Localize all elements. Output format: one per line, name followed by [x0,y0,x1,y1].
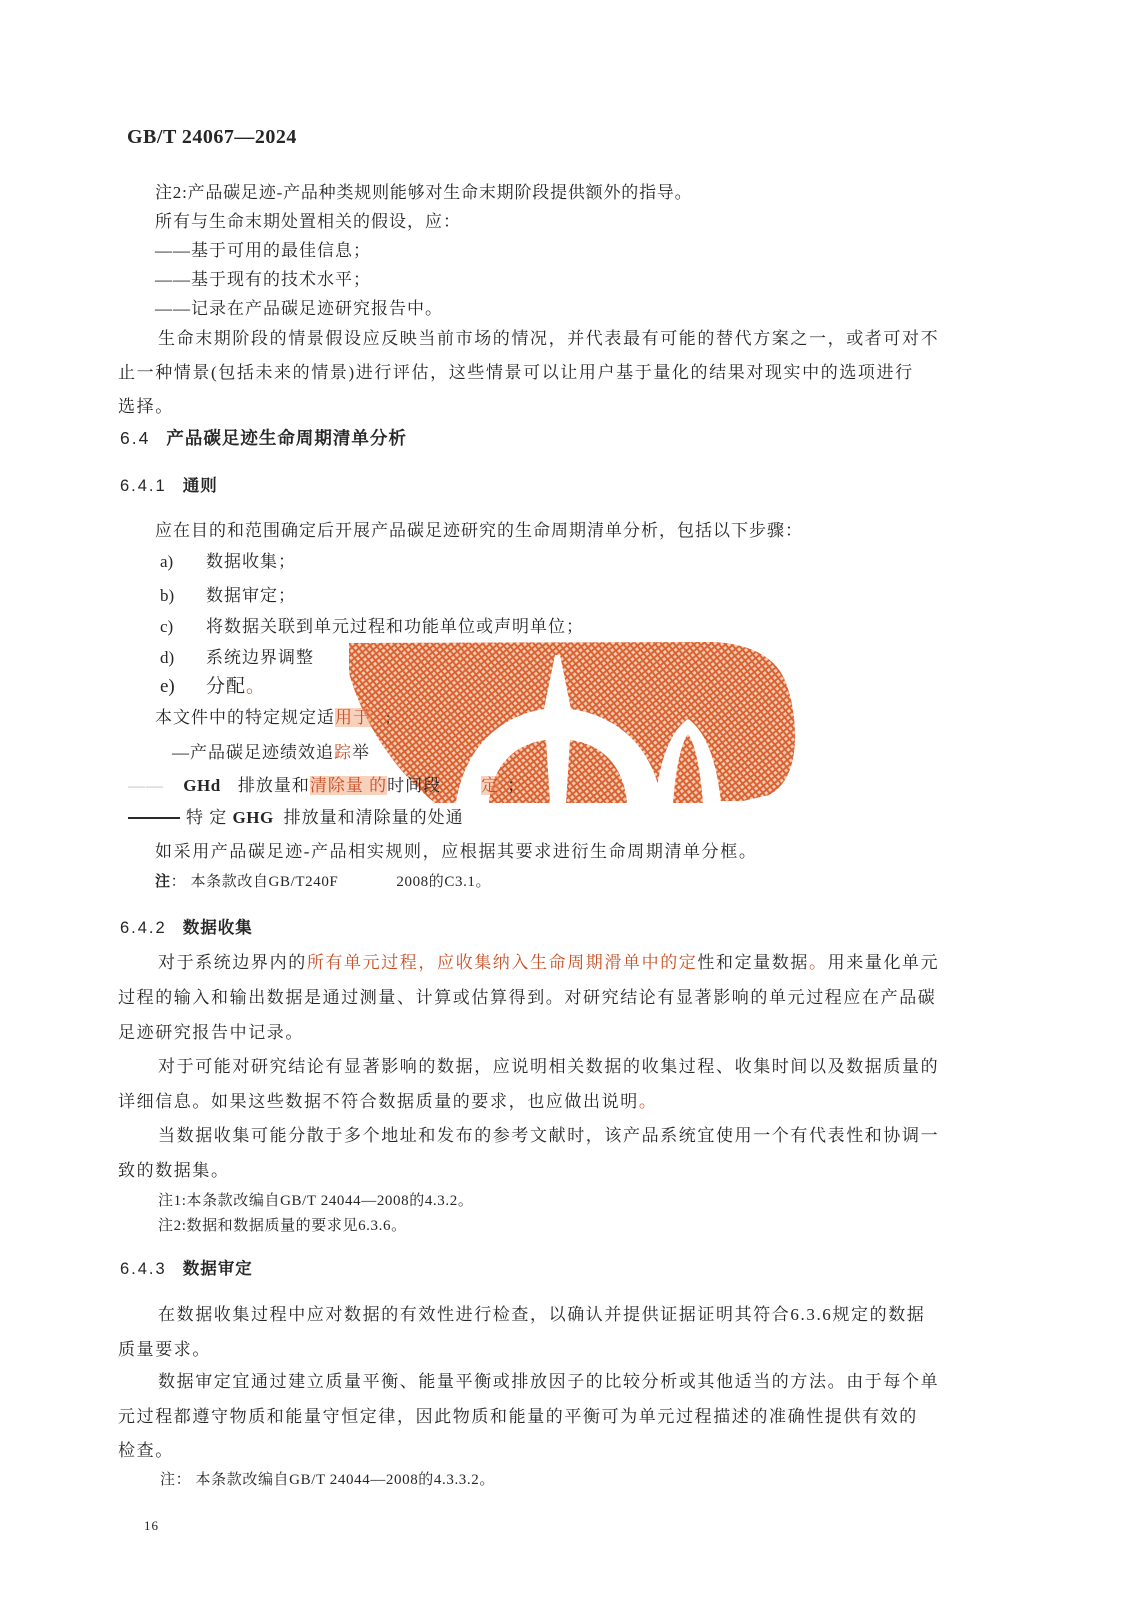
intro-paragraph-line1: 生命末期阶段的情景假设应反映当前市场的情况，并代表最有可能的替代方案之一，或者可对不 [158,329,940,348]
section-6-4-2-heading [120,914,253,938]
list-text-b: 数据审定； [206,586,296,605]
note-6-4-3: 注： 本条款改编自GB/T 24044—2008的4.3.3.2。 [160,1472,495,1488]
ghg-code: GHG [232,808,274,827]
intro-paragraph-line3: 选择。 [118,397,174,416]
section-6-4-1-heading [120,472,218,496]
lci-lead-sentence: 应在目的和范围确定后开展产品碳足迹研究的生命周期清单分析，包括以下步骤： [155,521,803,540]
list-text-a: 数据收集； [206,552,296,571]
tracking-pre: 产品碳足迹绩效追 [190,743,334,762]
list-marker-c: c) [160,617,174,636]
section-6-4-2-number: 6.4.2 [120,919,167,937]
list-marker-b: b) [160,586,175,605]
tracking-line [172,738,370,763]
s642-p1-line1 [158,948,939,973]
section-6-4-2-title: 数据收集 [182,919,253,937]
applies-red: 用于 [335,708,371,727]
list-text-e: 分配 [206,676,247,697]
ghd-red2: 量 的 [345,776,388,795]
standard-code-header: GB/T 24067—2024 [127,126,297,148]
ghd-red3: 定 [481,776,500,795]
ghg-line [128,803,464,828]
pcr-sentence: 如采用产品碳足迹-产品相实规则，应根据其要求进衍生命周期清单分框。 [155,842,758,861]
assumption-lead: 所有与生命末期处置相关的假设，应： [155,212,461,231]
s642-p2-pre: 详细信息。如果这些数据不符合数据质量的要求，也应做出说明 [118,1092,639,1111]
section-6-4-3-heading [120,1255,253,1279]
section-6-4-3-number: 6.4.3 [120,1260,167,1278]
s642-p1-pre: 对于系统边界内的 [158,953,307,972]
ghg-rest: 排放量和清除量的处通 [283,808,464,827]
ghd-t2: 时间段 [387,776,442,795]
section-6-4-1-title: 通则 [182,477,218,495]
s642-p1-mid: 性和定量数据 [697,953,810,972]
s643-p2-line3: 检查。 [118,1441,174,1460]
dash-item-tech-level: ——基于现有的技术水平； [155,270,371,289]
dash-item-record-report: ——记录在产品碳足迹研究报告中。 [155,299,443,318]
list-item-c [160,612,584,637]
ghd-red1: 清除 [309,776,346,795]
tracking-tail: 举 [352,743,370,762]
dash-item-best-info: ——基于可用的最佳信息； [155,241,371,260]
s643-p1-line1: 在数据收集过程中应对数据的有效性进行检查，以确认并提供证据证明其符合6.3.6规定的数据 [158,1305,926,1324]
s643-p2-line2: 元过程都遵守物质和能量守恒定律，因此物质和能量的平衡可为单元过程描述的准确性提供有效的 [118,1407,918,1426]
note-6-4-1-t1: ： 本条款改自GB/T240F [170,874,339,890]
tracking-red: 踪 [334,743,352,762]
ghd-code: GHd [183,776,221,795]
list-item-d [160,643,314,668]
s643-p2-line1: 数据审定宜通过建立质量平衡、能量平衡或排放因子的比较分析或其他适当的方法。由于每个单 [158,1372,940,1391]
page-number: 16 [144,1518,159,1533]
ghg-pre: 特 定 [186,808,233,827]
list-item-b [160,581,296,606]
s642-p2-line2 [118,1087,657,1112]
applies-tail: ； [385,711,400,726]
s642-p1-line2: 过程的输入和输出数据是通过测量、计算或估算得到。对研究结论有显著影响的单元过程应在产品碳 [118,988,937,1007]
list-marker-d: d) [160,648,175,667]
s642-p1-red: 所有单元过程，应收集纳入生命周期滑单中的定 [306,953,698,972]
s642-p3-line1: 当数据收集可能分散于多个地址和发布的参考文献时，该产品系统宜使用一个有代表性和协调一 [158,1126,940,1145]
s642-p3-line2: 致的数据集。 [118,1161,230,1180]
s643-p1-line2: 质量要求。 [118,1340,211,1359]
note-6-4-1-t2: 2008的C3.1。 [396,874,492,890]
ghd-line [128,771,525,796]
s642-p1-tail: 用来量化单元 [827,953,940,972]
section-6-4-heading [120,425,407,450]
section-6-4-number: 6.4 [120,428,151,448]
section-6-4-1-number: 6.4.1 [120,477,167,495]
section-6-4-3-title: 数据审定 [182,1260,253,1278]
note2-6-4-2: 注2:数据和数据质量的要求见6.3.6。 [158,1218,407,1234]
applies-line [155,703,399,728]
list-text-c: 将数据关联到单元过程和功能单位或声明单位； [206,617,584,636]
list-marker-e: e) [160,676,175,697]
list-marker-a: a) [160,552,174,571]
section-6-4-title: 产品碳足迹生命周期清单分析 [166,428,407,448]
note-6-4-1 [155,870,491,891]
s642-p2-line1: 对于可能对研究结论有显著影响的数据，应说明相关数据的收集过程、收集时间以及数据质量的 [158,1057,940,1076]
s642-p1-line3: 足迹研究报告中记录。 [118,1023,304,1042]
tracking-dash: — [172,743,190,762]
note1-6-4-2: 注1:本条款改编自GB/T 24044—2008的4.3.2。 [158,1193,474,1209]
ghd-tail: ； [507,776,526,795]
list-text-d: 系统边界调整 [206,648,314,667]
applies-pre: 本文件中的特定规定适 [155,708,335,727]
ghd-dashes: —— [128,776,164,795]
intro-paragraph-line2: 止一种情景(包括未来的情景)进行评估，这些情景可以让用户基于量化的结果对现实中的选项进行 [118,363,914,382]
list-item-a [160,547,296,572]
note-6-4-1-label: 注 [155,874,171,890]
s642-p2-reddot: 。 [638,1092,658,1111]
list-text-e-period: 。 [246,676,267,697]
s642-p1-reddot: 。 [809,953,828,972]
note2-end-of-life: 注2:产品碳足迹-产品种类规则能够对生命末期阶段提供额外的指导。 [155,183,693,202]
list-item-e [160,671,266,698]
ghg-underline-mark [128,817,180,819]
ghd-t1: 排放量和 [237,776,310,795]
